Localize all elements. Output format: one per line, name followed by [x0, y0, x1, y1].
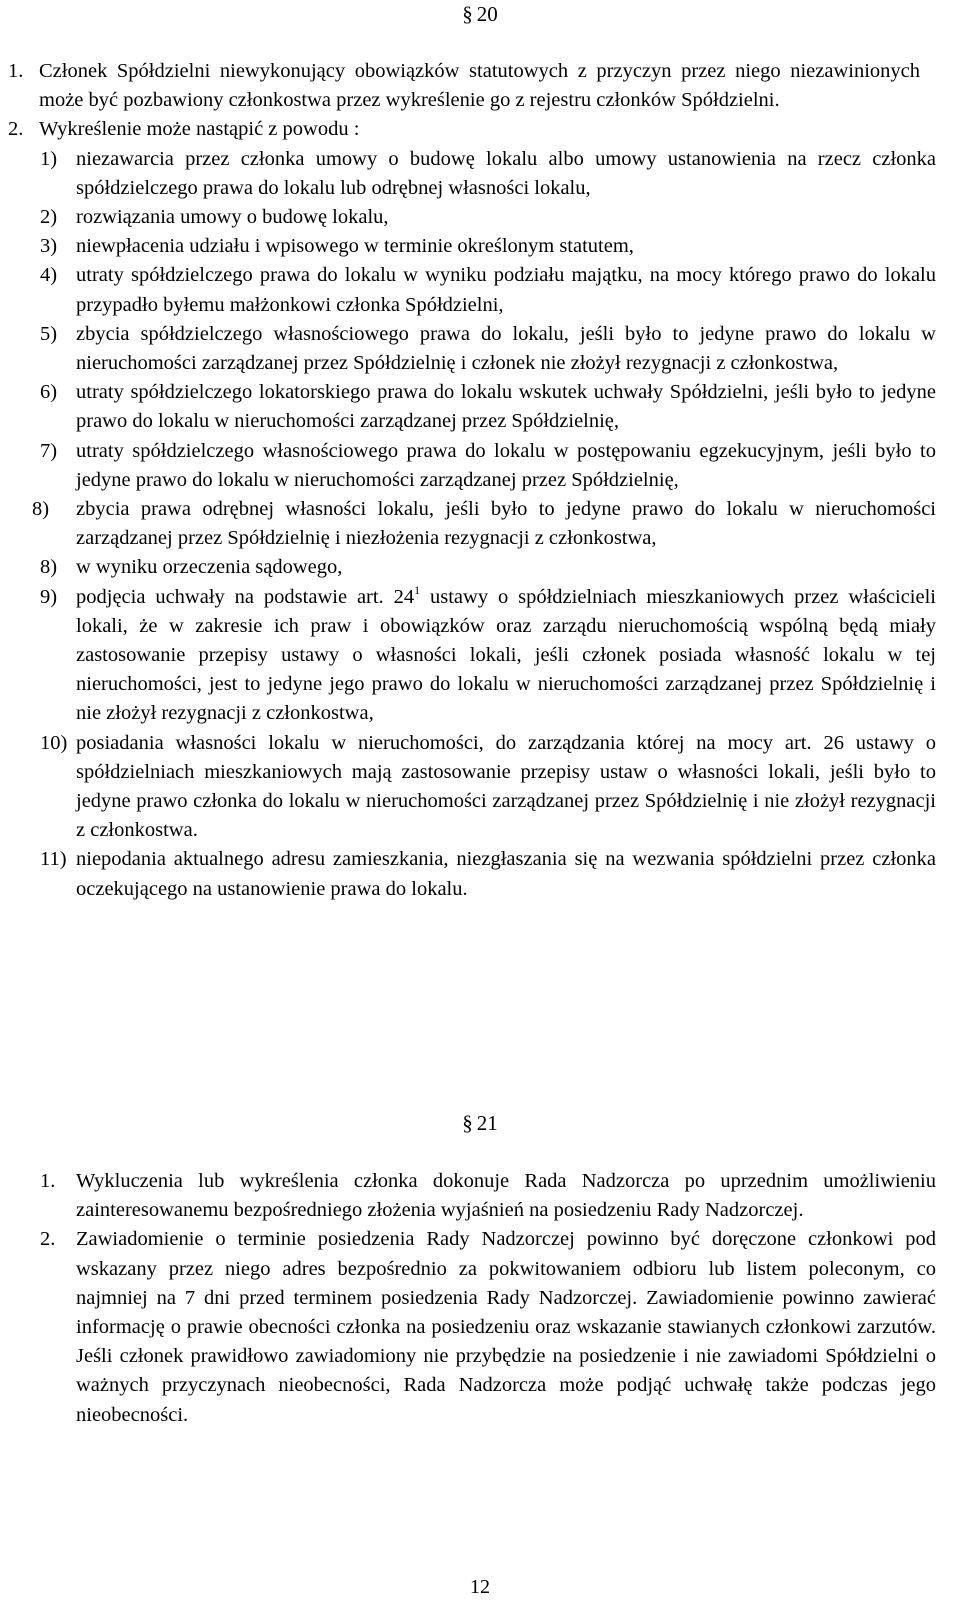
- list-item: [0, 729, 936, 846]
- item-text: Wykluczenia lub wykreślenia członka dokonuje Rada Nadzorcza po uprzednim umożliwieniu zainteresowanemu bezpośredniego złożenia wyjaśnień na posiedzeniu Rady Nadzorczej.: [76, 1170, 936, 1222]
- item-text: zbycia prawa odrębnej własności lokalu, jeśli było to jedyne prawo do lokalu w nieruchomości zarządzanej przez Spółdzielnię i niezłożenia rezygnacji z członkostwa,: [76, 498, 936, 550]
- list-item: [0, 845, 936, 903]
- item-number: 3): [40, 235, 58, 258]
- section-number: 21: [476, 1111, 498, 1135]
- item-number: 2.: [40, 1228, 56, 1251]
- item-text-part: podjęcia uchwały na podstawie art. 24: [76, 585, 415, 608]
- paragraph-item: [0, 115, 920, 144]
- list-item: [0, 232, 936, 261]
- item-text: utraty spółdzielczego prawa do lokalu w wyniku podziału majątku, na mocy którego prawo do lokalu przypadło byłemu małżonkowi członka Spółdzielni,: [76, 264, 936, 316]
- item-number: 6): [40, 381, 58, 404]
- section-sign: §: [462, 1111, 473, 1135]
- item-number: 5): [40, 322, 58, 345]
- item-number: 7): [40, 439, 58, 462]
- list-item: [0, 553, 936, 582]
- item-number: 1.: [8, 60, 24, 82]
- item-number: 2): [40, 206, 58, 229]
- item-text: niewpłacenia udziału i wpisowego w terminie określonym statutem,: [76, 235, 634, 258]
- item-text: utraty spółdzielczego własnościowego prawa do lokalu w postępowaniu egzekucyjnym, jeśli było to jedyne prawo do lokalu w nieruchomości zarządzanej przez Spółdzielnię,: [76, 439, 936, 491]
- section-20-body: [0, 57, 960, 904]
- list-item: [0, 495, 936, 553]
- page-number: 12: [470, 1576, 490, 1598]
- item-number: 10): [40, 731, 68, 754]
- paragraph-item: [0, 1167, 936, 1225]
- item-number: 8): [32, 498, 50, 521]
- list-item: [0, 145, 936, 203]
- item-number: 9): [40, 585, 58, 608]
- section-21-heading: [0, 1110, 960, 1136]
- item-text: Członek Spółdzielni niewykonujący obowiązków statutowych z przyczyn przez niego niezawinionych może być pozbawiony członkostwa przez wykreślenie go z rejestru członków Spółdzielni.: [39, 60, 920, 112]
- section-20-heading: [0, 1, 960, 27]
- section-number: 20: [476, 2, 498, 26]
- item-text: niezawarcia przez członka umowy o budowę lokalu albo umowy ustanowienia na rzecz członka spółdzielczego prawa do lokalu lub odrębnej własności lokalu,: [76, 147, 936, 199]
- item-number: 2.: [8, 118, 24, 141]
- section-21-body: [0, 1167, 960, 1430]
- item-text: utraty spółdzielczego lokatorskiego prawa do lokalu wskutek uchwały Spółdzielni, jeśli było to jedyne prawo do lokalu w nieruchomości zarządzanej przez Spółdzielnię,: [76, 381, 936, 433]
- superscript: 1: [414, 582, 421, 597]
- section-sign: §: [462, 2, 473, 26]
- item-number: 1.: [40, 1170, 56, 1192]
- item-text: w wyniku orzeczenia sądowego,: [76, 556, 343, 579]
- list-item: [0, 437, 936, 495]
- item-text-part: ustawy o spółdzielniach mieszkaniowych przez właścicieli lokali, że w zakresie ich praw i obowiązków oraz zarządu nieruchomością wspólną będą miały zastosowanie przepisy ustawy o własności lokali, jeśli członek posiada własność lokalu w tej nieruchomości, jest to jedyne jego prawo do lokalu w nieruchomości zarządzanej przez Spółdzielnię i nie złożył rezygnacji z członkostwa,: [76, 585, 936, 725]
- list-item: [0, 203, 936, 232]
- paragraph-item: [0, 1225, 936, 1429]
- list-item: [0, 320, 936, 378]
- list-item: [0, 378, 936, 436]
- item-text: posiadania własności lokalu w nieruchomości, do zarządzania której na mocy art. 26 ustawy o spółdzielniach mieszkaniowych mają zastosowanie przepisy ustaw o własności lokali, jeśli było to jedyne prawo członka do lokalu w nieruchomości zarządzanej przez Spółdzielnię i nie złożył rezygnacji z członkostwa.: [76, 731, 936, 842]
- item-text: Wykreślenie może nastąpić z powodu :: [39, 118, 360, 141]
- item-number: 8): [40, 556, 58, 579]
- item-text: rozwiązania umowy o budowę lokalu,: [76, 206, 389, 229]
- item-text: zbycia spółdzielczego własnościowego prawa do lokalu, jeśli było to jedyne prawo do lokalu w nieruchomości zarządzanej przez Spółdzielnię i członek nie złożył rezygnacji z członkostwa,: [76, 322, 936, 375]
- paragraph-item: [0, 57, 920, 115]
- item-text: niepodania aktualnego adresu zamieszkania, niezgłaszania się na wezwania spółdzielni przez członka oczekującego na ustanowienie prawa do lokalu.: [76, 848, 936, 900]
- item-text: [76, 583, 936, 729]
- item-number: 11): [40, 848, 67, 871]
- list-item: [0, 583, 936, 729]
- item-text: Zawiadomienie o terminie posiedzenia Rady Nadzorczej powinno być doręczone członkowi pod wskazany przez niego adres bezpośrednio za pokwitowaniem odbioru lub listem poleconym, co najmniej na 7 dni przed terminem posiedzenia Rady Nadzorczej. Zawiadomienie powinno zawierać informację o prawie obecności członka na posiedzeniu oraz wskazanie stawianych członkowi zarzutów. Jeśli członek prawidłowo zawiadomiony nie przybędzie na posiedzenie i nie zawiadomi Spółdzielni o ważnych przyczynach nieobecności, Rada Nadzorcza może podjąć uchwałę także podczas jego nieobecności.: [76, 1228, 936, 1426]
- item-number: 4): [40, 264, 58, 287]
- item-number: 1): [40, 147, 58, 170]
- list-item: [0, 261, 936, 319]
